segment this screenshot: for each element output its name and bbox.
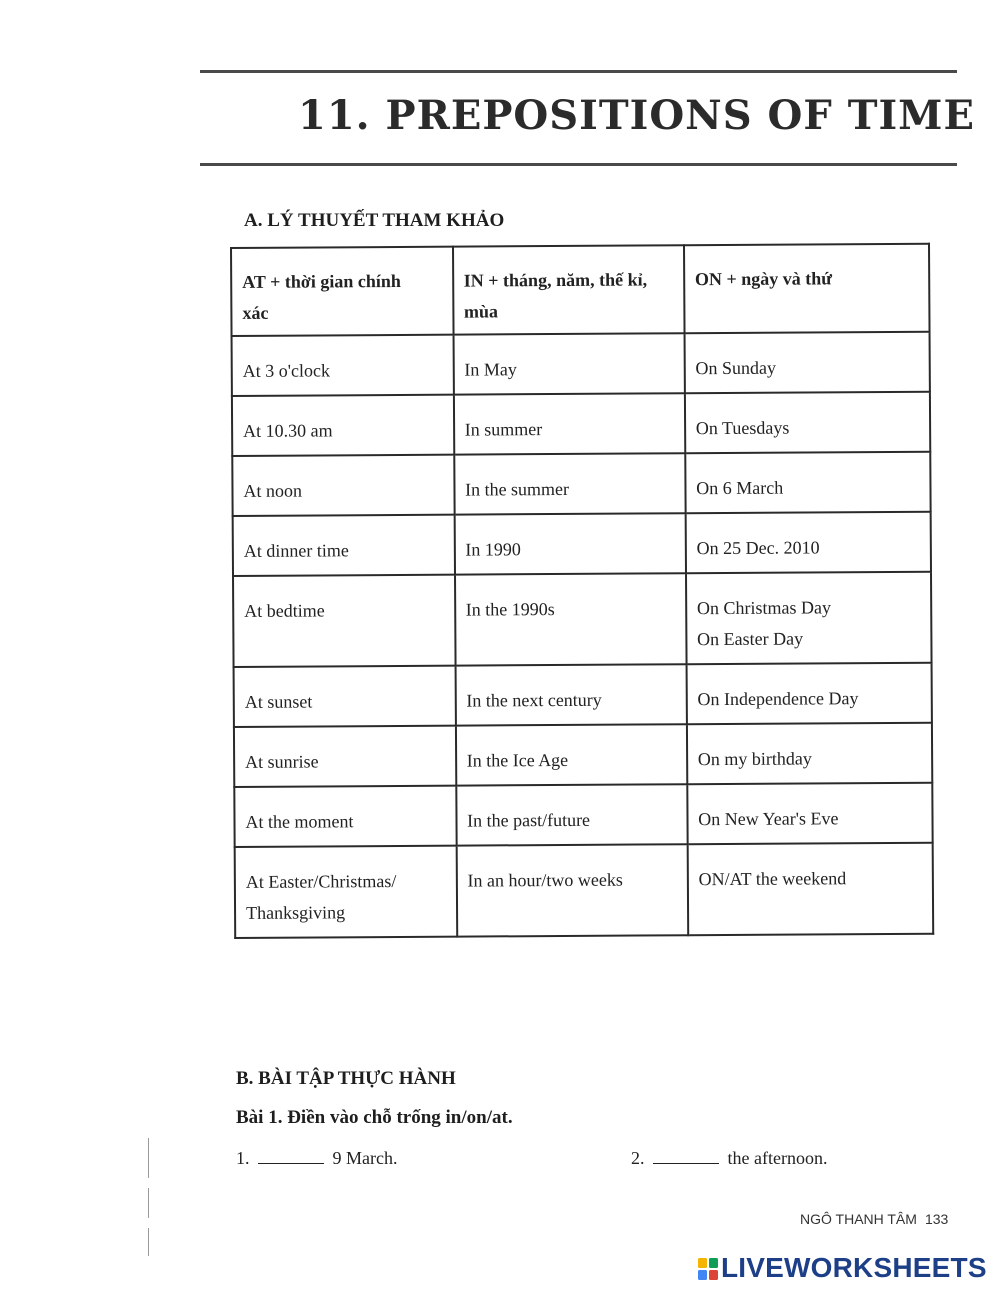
liveworksheets-icon	[697, 1257, 719, 1281]
brand-name: LIVEWORKSHEETS	[721, 1252, 987, 1283]
cell-line: In the Ice Age	[466, 749, 569, 771]
table-row	[234, 663, 932, 727]
table-cell-at	[232, 455, 454, 516]
table-cell-at	[232, 395, 454, 456]
header-line: mùa	[463, 301, 499, 322]
table-cell-on	[687, 843, 933, 935]
answer-blank[interactable]	[653, 1150, 719, 1164]
margin-mark	[148, 1188, 149, 1218]
cell-line: In the 1990s	[465, 599, 555, 620]
cell-line: In May	[464, 359, 517, 380]
cell-line: On 6 March	[696, 477, 784, 499]
table-row	[232, 452, 930, 516]
table-cell-on	[686, 572, 932, 664]
cell-line: On my birthday	[697, 748, 812, 770]
table-cell-on	[687, 723, 933, 784]
table-cell-on	[685, 392, 931, 453]
table-cell-on	[687, 783, 933, 844]
question-text: the afternoon.	[727, 1148, 828, 1168]
prepositions-table	[230, 243, 934, 939]
table-cell-in	[456, 844, 688, 936]
cell-line: In the next century	[466, 689, 602, 711]
cell-line: On New Year's Eve	[698, 808, 839, 830]
cell-line: On 25 Dec. 2010	[696, 537, 820, 559]
footer-author	[800, 1211, 948, 1227]
table-cell-on	[685, 512, 931, 573]
header-line: AT + thời gian chính	[242, 270, 401, 292]
cell-line: At Easter/Christmas/	[245, 870, 397, 892]
cell-line: At 3 o'clock	[242, 360, 331, 381]
header-line: xác	[242, 302, 269, 323]
cell-line: On Easter Day	[697, 628, 804, 650]
question-2	[631, 1148, 827, 1169]
table-row	[233, 572, 932, 667]
cell-line: In an hour/two weeks	[467, 869, 623, 891]
section-b-heading: B. BÀI TẬP THỰC HÀNH	[236, 1068, 456, 1089]
table-row	[234, 723, 932, 787]
table-body	[232, 332, 934, 938]
question-text: 9 March.	[332, 1148, 398, 1168]
table-row	[233, 512, 931, 576]
cell-line: ON/AT the weekend	[698, 868, 847, 890]
question-number: 2.	[631, 1148, 645, 1168]
header-at	[231, 247, 453, 336]
title-top-rule	[200, 70, 957, 73]
page-number: 133	[924, 1211, 949, 1227]
table-row	[235, 843, 934, 938]
table-cell-in	[453, 393, 685, 454]
cell-line: On Christmas Day	[696, 597, 832, 619]
header-on	[684, 244, 930, 333]
header-in	[453, 245, 685, 334]
cell-line: In summer	[464, 419, 543, 440]
table-cell-in	[454, 453, 686, 514]
table-header-row	[231, 244, 930, 336]
answer-blank[interactable]	[258, 1150, 324, 1164]
table-cell-at	[234, 666, 456, 727]
table-cell-in	[455, 573, 687, 665]
table-cell-at	[234, 726, 456, 787]
header-line: IN + tháng, năm, thế kỉ,	[463, 269, 648, 291]
table-cell-in	[453, 333, 685, 394]
exercise-1-instruction: Bài 1. Điền vào chỗ trống in/on/at.	[236, 1107, 513, 1128]
cell-line: In the summer	[464, 478, 570, 500]
cell-line: Thanksgiving	[246, 902, 346, 923]
cell-line: At 10.30 am	[243, 420, 333, 441]
cell-line: At sunrise	[245, 751, 319, 772]
cell-line: On Tuesdays	[695, 417, 790, 439]
cell-line: On Sunday	[695, 357, 777, 379]
table-row	[232, 332, 930, 396]
section-a-heading: A. LÝ THUYẾT THAM KHẢO	[244, 210, 505, 231]
cell-line: At the moment	[245, 811, 354, 832]
table-cell-on	[685, 452, 931, 513]
cell-line: In the past/future	[466, 809, 591, 831]
table-cell-in	[455, 664, 687, 725]
table-cell-on	[684, 332, 930, 393]
table-cell-at	[233, 575, 455, 667]
question-1	[236, 1148, 397, 1169]
margin-mark	[148, 1138, 149, 1178]
cell-line: On Independence Day	[697, 688, 859, 710]
cell-line: At noon	[243, 480, 303, 501]
question-number: 1.	[236, 1148, 250, 1168]
margin-mark	[148, 1228, 149, 1256]
table-cell-at	[233, 515, 455, 576]
cell-line: At sunset	[244, 691, 313, 712]
cell-line: At bedtime	[244, 600, 325, 621]
table-row	[232, 392, 930, 456]
table-cell-in	[454, 513, 686, 574]
author-name: NGÔ THANH TÂM	[800, 1211, 917, 1227]
table-cell-on	[686, 663, 932, 724]
cell-line: In 1990	[465, 539, 521, 560]
header-line: ON + ngày và thứ	[694, 268, 833, 290]
table-cell-in	[455, 724, 687, 785]
page-title: 11. PREPOSITIONS OF TIME	[298, 92, 975, 139]
table-cell-at	[234, 786, 456, 847]
table-cell-at	[235, 846, 457, 938]
table-cell-at	[232, 335, 454, 396]
table-cell-in	[456, 784, 688, 845]
title-bottom-rule	[200, 163, 957, 166]
table-row	[234, 783, 932, 847]
cell-line: At dinner time	[243, 540, 349, 561]
